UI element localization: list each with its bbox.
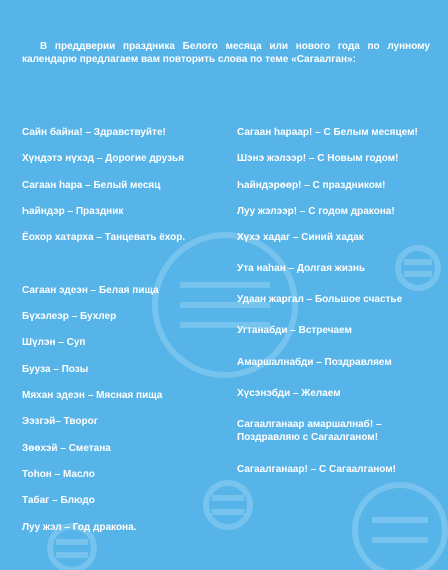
phrase-item: Сагаан эдеэн – Белая пища	[22, 285, 159, 296]
phrase-item: Сагаалганаар! – С Сагаалганом!	[237, 464, 397, 475]
phrase-item: Шэнэ жэлээр! – С Новым годом!	[237, 153, 399, 164]
phrase-item: Амаршалнабди – Поздравляем	[237, 357, 392, 368]
phrase-item: Луу жэлээр! – С годом дракона!	[237, 206, 395, 217]
large-ornament-icon	[355, 485, 445, 570]
small-ornament-icon	[206, 483, 250, 527]
phrase-item: Табаг – Блюдо	[22, 495, 95, 506]
phrase-item: Удаан жаргал – Большое счастье	[237, 294, 403, 305]
phrase-item: Һайндэр – Праздник	[22, 206, 124, 217]
phrase-item: Сагаан һараар! – С Белым месяцем!	[237, 127, 418, 138]
phrase-item: Зөөхэй – Сметана	[22, 443, 111, 454]
intro-paragraph: В преддверии праздника Белого месяца или нового года по лунному календарю предлагаем вам повторить слова по теме «Сагаалган»:	[22, 41, 430, 65]
phrase-item: Шүлэн – Суп	[22, 337, 86, 348]
phrase-item: Ута наһан – Долгая жизнь	[237, 263, 366, 274]
phrase-item: Тоһон – Масло	[22, 469, 95, 480]
phrase-item: Луу жэл – Год дракона.	[22, 522, 137, 533]
small-ornament-icon	[398, 248, 438, 288]
phrase-item: Һайндэрөөр! – С праздником!	[237, 180, 386, 191]
phrase-item: Ёохор хатарха – Танцевать ёхор.	[22, 232, 186, 243]
phrase-item: Угтанабди – Встречаем	[237, 325, 352, 336]
phrase-item: Сагаан һара – Белый месяц	[22, 180, 161, 191]
phrase-item: Хүндэтэ нүхэд – Дорогие друзья	[22, 153, 185, 164]
phrase-item: Бүхэлеэр – Бухлер	[22, 311, 117, 322]
phrase-item: Хүсэнэбди – Желаем	[237, 388, 341, 399]
phrase-item: Мяхан эдеэн – Мясная пища	[22, 390, 163, 401]
phrase-item: Хүхэ хадаг – Синий хадак	[237, 232, 364, 243]
phrase-item: Сайн байна! – Здравствуйте!	[22, 127, 166, 138]
phrase-item: Ээзгэй– Творог	[22, 416, 98, 427]
phrase-item: Сагаалганаар амаршалнаб! – Поздравляю с Сагаалганом!	[237, 419, 382, 443]
phrase-item: Бууза – Позы	[22, 364, 89, 375]
